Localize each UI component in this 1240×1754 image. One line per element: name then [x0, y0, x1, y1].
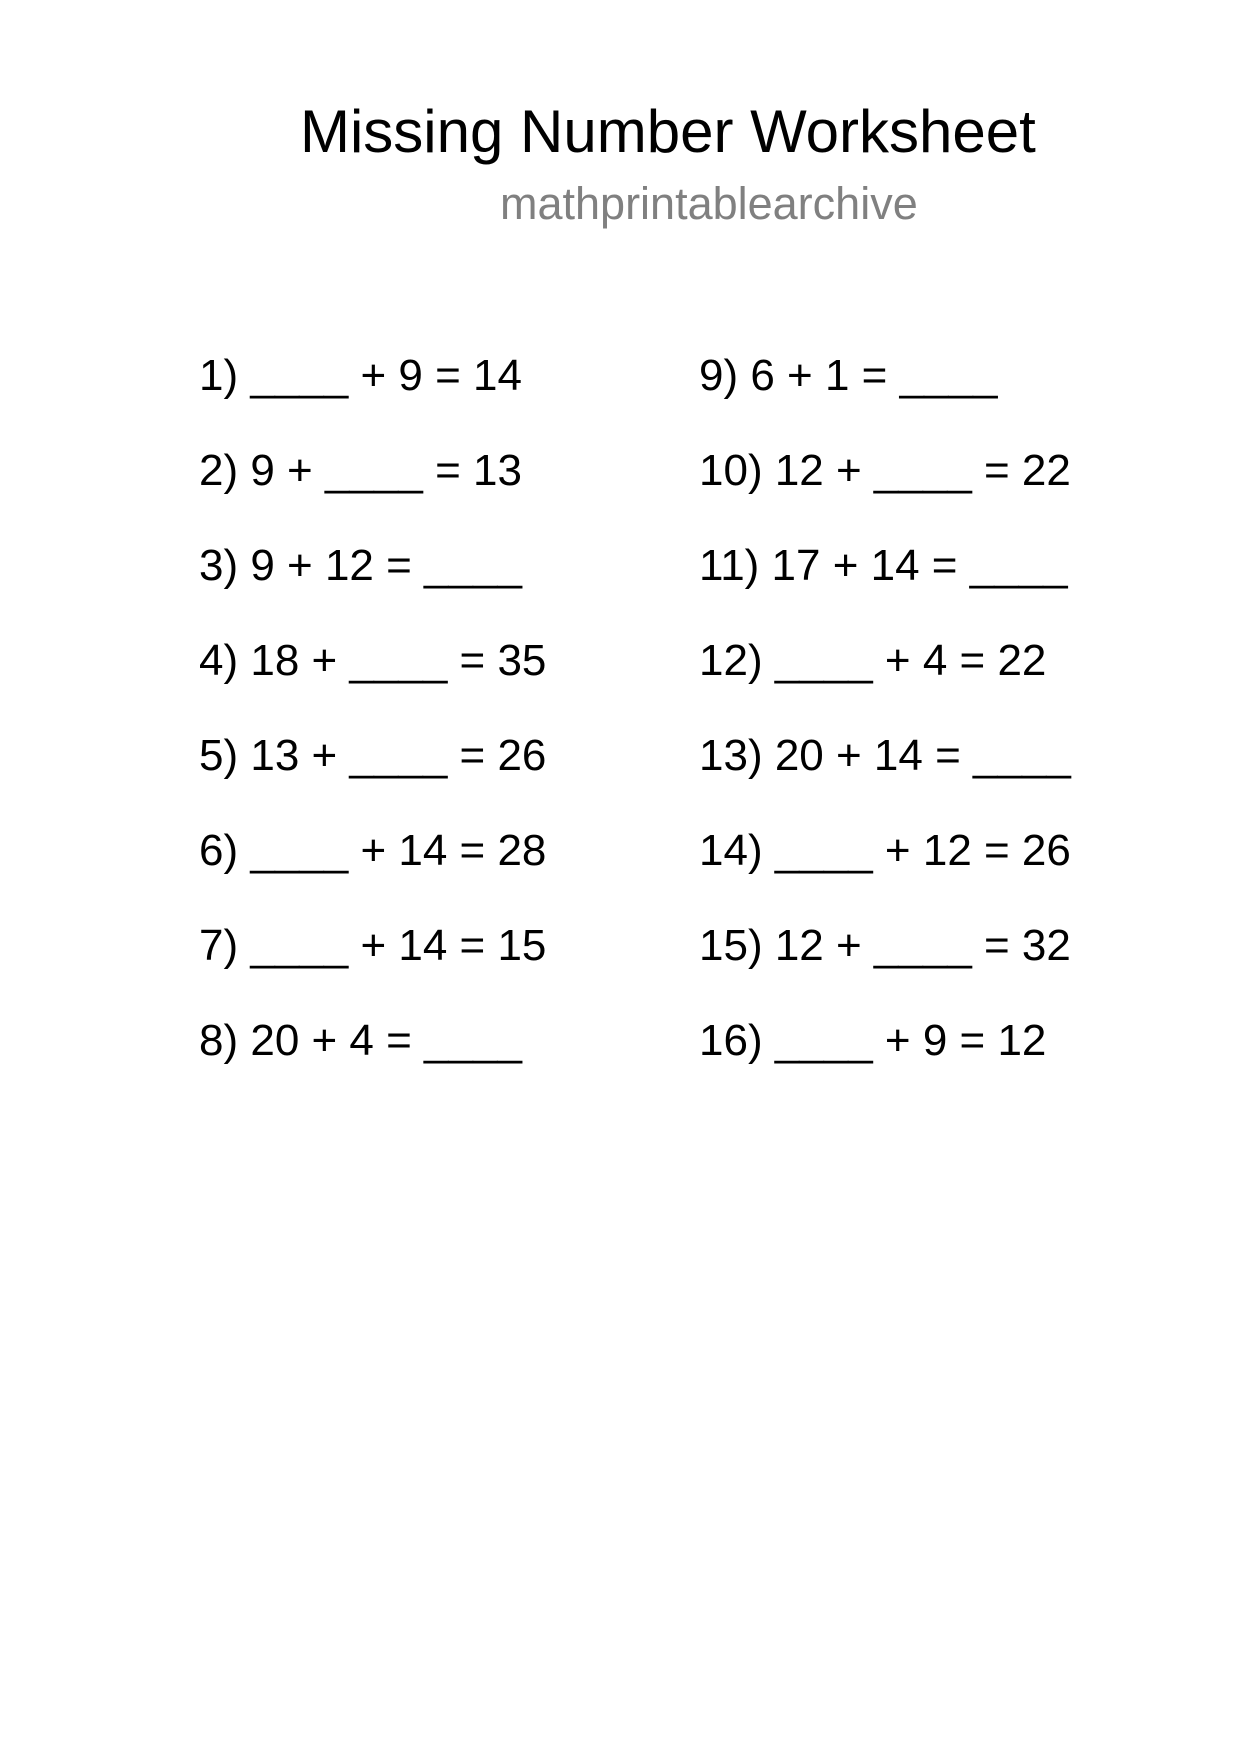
problem-14: 14) ____ + 12 = 26 — [699, 826, 1071, 875]
problem-16: 16) ____ + 9 = 12 — [699, 1016, 1047, 1065]
problem-8: 8) 20 + 4 = ____ — [199, 1016, 522, 1065]
problem-13: 13) 20 + 14 = ____ — [699, 731, 1071, 780]
problem-11: 11) 17 + 14 = ____ — [699, 541, 1068, 590]
problem-10: 10) 12 + ____ = 22 — [699, 446, 1071, 495]
page-subtitle: mathprintablearchive — [500, 178, 918, 229]
problem-5: 5) 13 + ____ = 26 — [199, 731, 547, 780]
problem-2: 2) 9 + ____ = 13 — [199, 446, 522, 495]
problem-1: 1) ____ + 9 = 14 — [199, 351, 522, 400]
problem-9: 9) 6 + 1 = ____ — [699, 351, 998, 400]
page-title: Missing Number Worksheet — [300, 98, 1036, 165]
problem-12: 12) ____ + 4 = 22 — [699, 636, 1047, 685]
problem-3: 3) 9 + 12 = ____ — [199, 541, 522, 590]
problem-column-right — [699, 350, 1071, 1110]
problem-4: 4) 18 + ____ = 35 — [199, 636, 547, 685]
problem-6: 6) ____ + 14 = 28 — [199, 826, 547, 875]
problem-15: 15) 12 + ____ = 32 — [699, 921, 1071, 970]
problem-column-left — [199, 350, 546, 1110]
problem-7: 7) ____ + 14 = 15 — [199, 921, 547, 970]
